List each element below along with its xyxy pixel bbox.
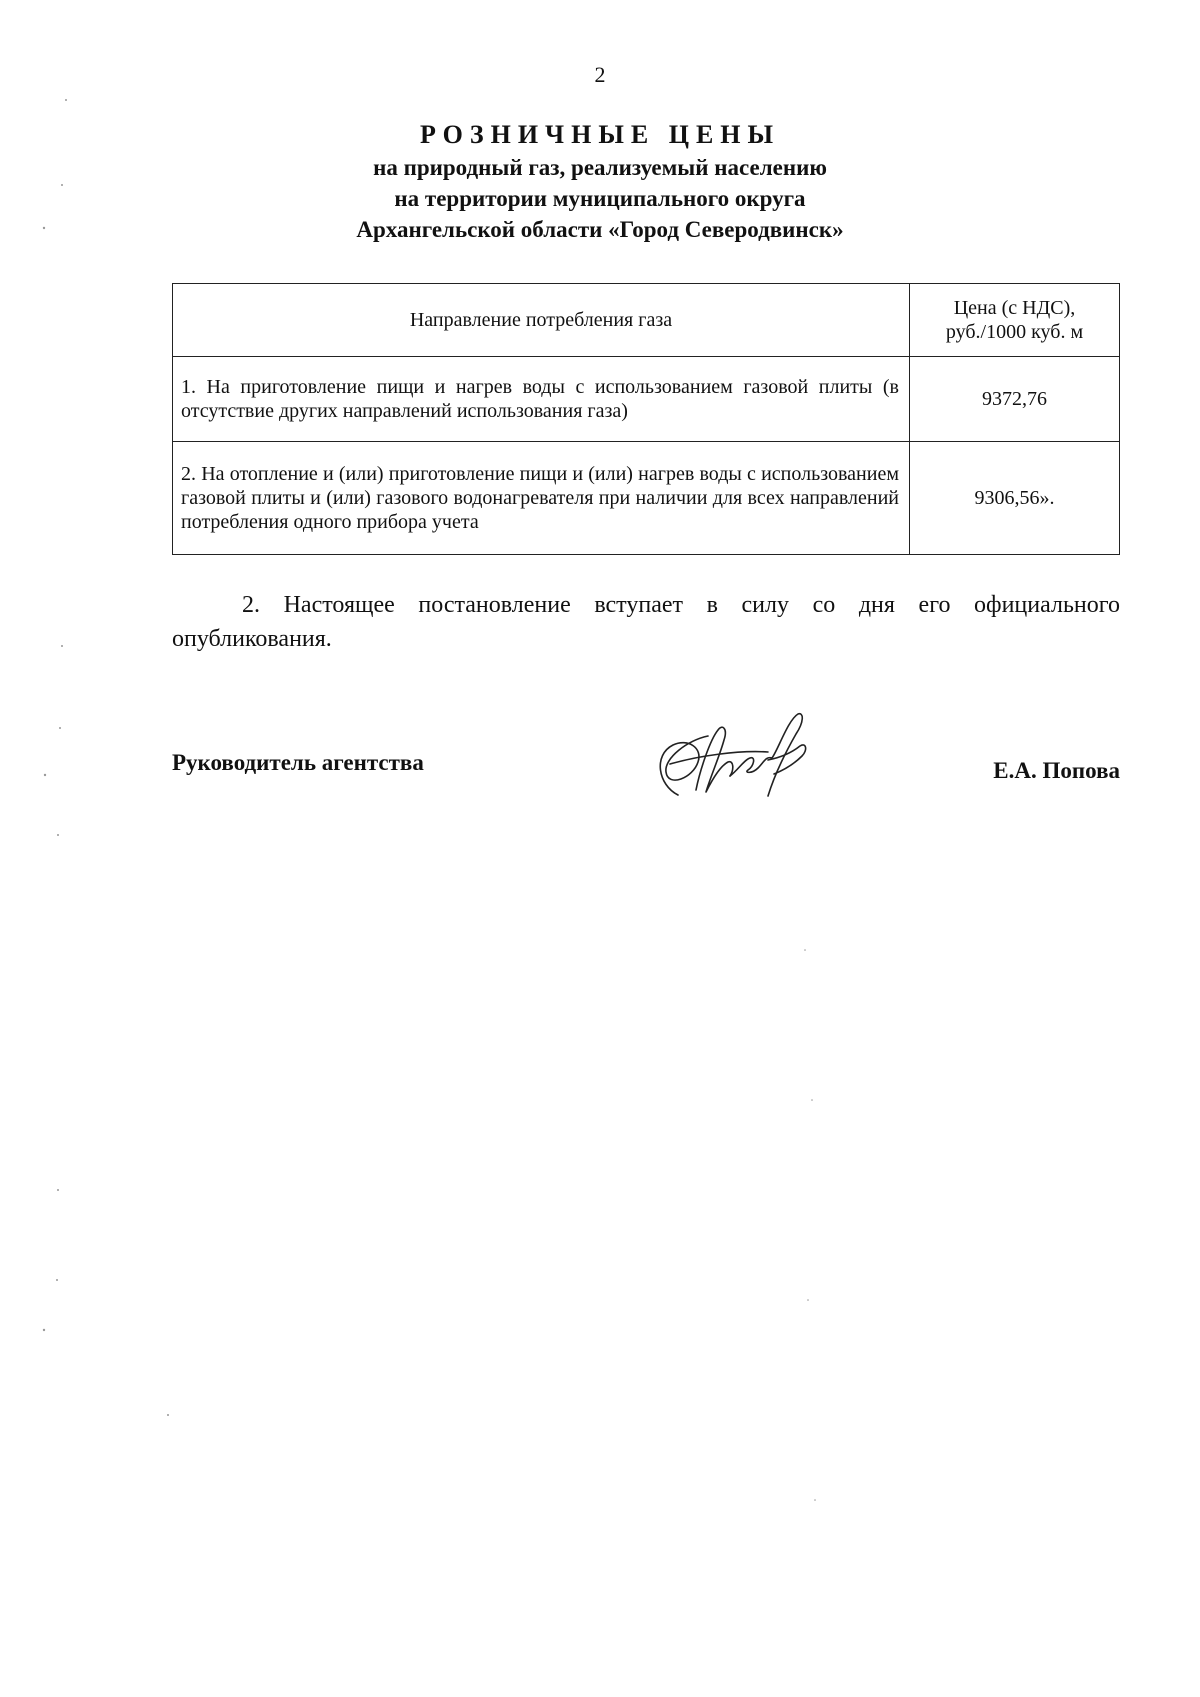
- header-price-line-2: руб./1000 куб. м: [945, 321, 1084, 343]
- header-price: [910, 284, 1120, 357]
- row-price: 9306,56».: [910, 442, 1120, 555]
- title-main: РОЗНИЧНЫЕ ЦЕНЫ: [419, 120, 781, 149]
- title-line-2: на территории муниципального округа: [394, 186, 806, 211]
- title-line-1: на природный газ, реализуемый населению: [373, 155, 827, 180]
- header-direction: Направление потребления газа: [173, 284, 910, 357]
- title-line-3: Архангельской области «Город Северодвинск»: [356, 217, 844, 242]
- signature-block: [172, 750, 1120, 790]
- table-row: [173, 442, 1120, 555]
- row-direction: 2. На отопление и (или) приготовление пищи и (или) нагрев воды с использованием газовой плиты и (или) газового водонагревателя при наличии для всех направлений потребления одного прибора учета: [173, 442, 910, 555]
- effective-date-paragraph: 2. Настоящее постановление вступает в силу со дня его официального опубликования.: [172, 592, 1120, 652]
- handwritten-signature: [648, 700, 828, 810]
- document-title: [0, 118, 1200, 245]
- table-header-row: [173, 284, 1120, 357]
- row-price: 9372,76: [910, 357, 1120, 442]
- row-direction: 1. На приготовление пищи и нагрев воды с использованием газовой плиты (в отсутствие других направлений использования газа): [173, 357, 910, 442]
- table-row: [173, 357, 1120, 442]
- page-number: 2: [594, 62, 606, 87]
- prices-table: [172, 283, 1120, 555]
- header-price-line-1: Цена (с НДС),: [953, 297, 1076, 319]
- signatory-name: Е.А. Попова: [993, 758, 1120, 783]
- signatory-role: Руководитель агентства: [172, 750, 424, 775]
